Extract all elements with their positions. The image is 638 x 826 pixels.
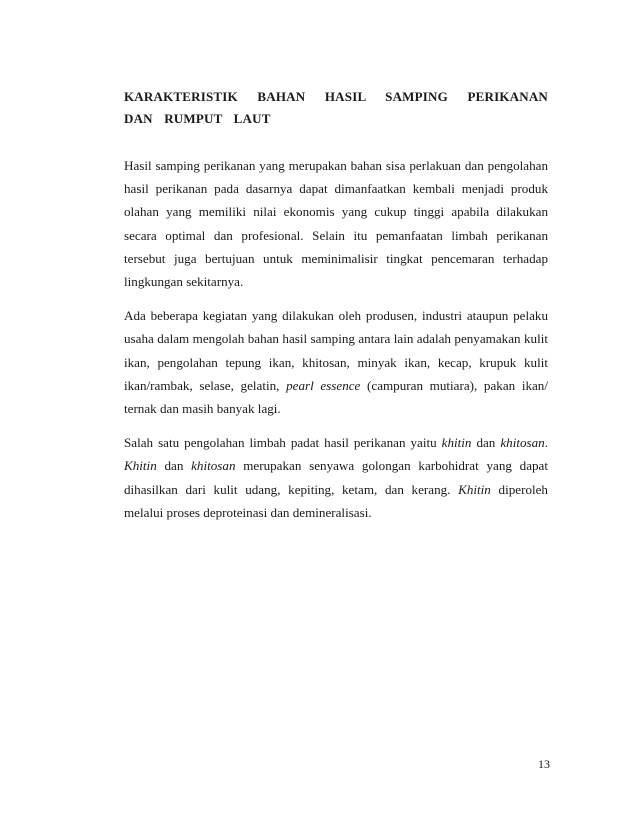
paragraph [124,304,548,420]
page-content [124,86,548,524]
italic-term: Khitin [458,481,491,497]
text-run: merupakan senyawa golongan karbohidrat yang dapat dihasilkan dari kulit udang, kepiting, ketam, dan kerang. [124,458,549,497]
text-run: dan [471,435,501,451]
section-heading: KARAKTERISTIK BAHAN HASIL SAMPING PERIKANAN DAN RUMPUT LAUT [124,89,548,126]
text-run: . [544,435,548,451]
paragraph [124,154,548,293]
text-run: Hasil samping perikanan yang merupakan bahan sisa perlakuan dan pengolahan hasil perikanan pada dasarnya dapat dimanfaatkan kembali menjadi produk olahan yang memiliki nilai ekonomis yang cukup tinggi apabila dilakukan secara optimal dan profesional. Selain itu pemanfaatan limbah perikanan tersebut juga bertujuan untuk meminimalisir tingkat pencemaran terhadap lingkungan sekitarnya. [124,158,548,290]
text-run: (campuran mutiara), pakan ikan/ ternak dan masih banyak lagi. [124,377,548,417]
text-run: Salah satu pengolahan limbah padat hasil perikanan yaitu [124,435,442,451]
text-run: dan [156,458,192,474]
text-run: Ada beberapa kegiatan yang dilakukan oleh produsen, industri ataupun pelaku usaha dalam mengolah bahan hasil samping antara lain adalah penyamakan kulit ikan, pengolahan tepung ikan, khitosan, minyak ikan, kecap, krupuk kulit ikan/rambak, selase, gelatin, [124,308,548,393]
italic-term: khitosan [500,435,545,451]
text-run: diperoleh melalui proses deproteinasi dan demineralisasi. [124,481,548,520]
italic-term: khitin [441,435,472,451]
paragraph [124,431,548,524]
page-number: 13 [538,757,550,771]
italic-term: khitosan [191,458,236,474]
italic-term: Khitin [124,458,157,474]
italic-term: pearl essence [286,377,361,393]
